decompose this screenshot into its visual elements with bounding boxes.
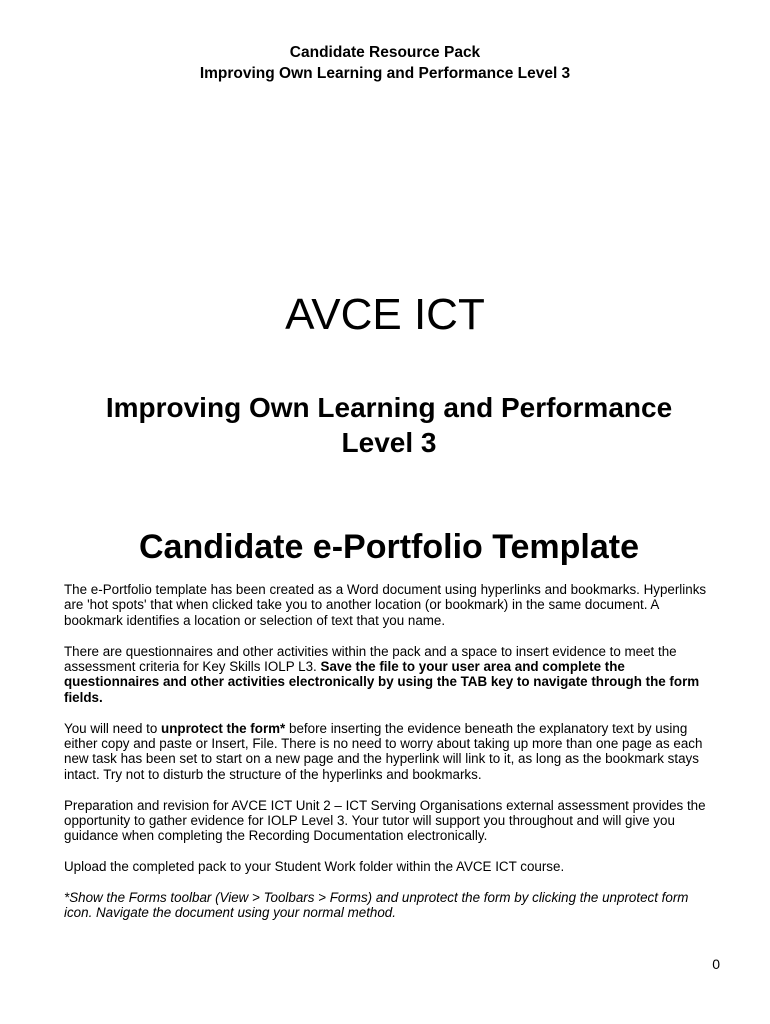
paragraph-forms-note: *Show the Forms toolbar (View > Toolbars > Forms) and unprotect the form by clicking the unprotect form icon. Navigate the document using your normal method. <box>64 890 689 921</box>
main-title: AVCE ICT <box>285 290 485 339</box>
header-line-2: Improving Own Learning and Performance Level 3 <box>199 65 571 82</box>
section-title: Candidate e-Portfolio Template <box>139 528 639 566</box>
paragraph-preparation: Preparation and revision for AVCE ICT Unit 2 – ICT Serving Organisations external assessment provides the opportunity to gather evidence for IOLP Level 3. Your tutor will support you throughout and will give you guidance when completing the Recording Documentation electronically. <box>64 797 706 844</box>
subtitle-line-1: Improving Own Learning and Performance <box>105 392 673 423</box>
body-text <box>64 582 714 936</box>
page-header <box>0 42 770 84</box>
paragraph-unprotect-text-2: before inserting the evidence beneath the explanatory text by using either copy and paste or Insert, File. There is no need to worry about taking up more than one page as each new task has been set to start on a new page and the hyperlink will link to it, as long as the bookmark stays intact. Try not to disturb the structure of the hyperlinks and bookmarks. <box>64 720 703 782</box>
subtitle <box>60 390 718 460</box>
paragraph-unprotect-bold: unprotect the form* <box>161 720 286 736</box>
paragraph-intro: The e-Portfolio template has been created as a Word document using hyperlinks and bookmarks. Hyperlinks are 'hot spots' that when clicked take you to another location (or bookmark) in the same document. A bookmark identifies a location or selection of text that you name. <box>64 582 707 628</box>
paragraph-unprotect-text-1: You will need to <box>64 720 162 736</box>
header-line-1: Candidate Resource Pack <box>289 44 481 61</box>
paragraph-questionnaires-text: There are questionnaires and other activities within the pack and a space to insert evidence to meet the assessment criteria for Key Skills IOLP L3. <box>64 643 677 675</box>
paragraph-questionnaires-bold: Save the file to your user area and complete the questionnaires and other activities electronically by using the TAB key to navigate through the form fields. <box>64 659 700 705</box>
subtitle-line-2: Level 3 <box>341 427 437 458</box>
page-number: 0 <box>712 956 720 972</box>
paragraph-questionnaires <box>64 644 714 706</box>
paragraph-upload: Upload the completed pack to your Student Work folder within the AVCE ICT course. <box>64 859 565 875</box>
paragraph-unprotect <box>64 721 714 783</box>
